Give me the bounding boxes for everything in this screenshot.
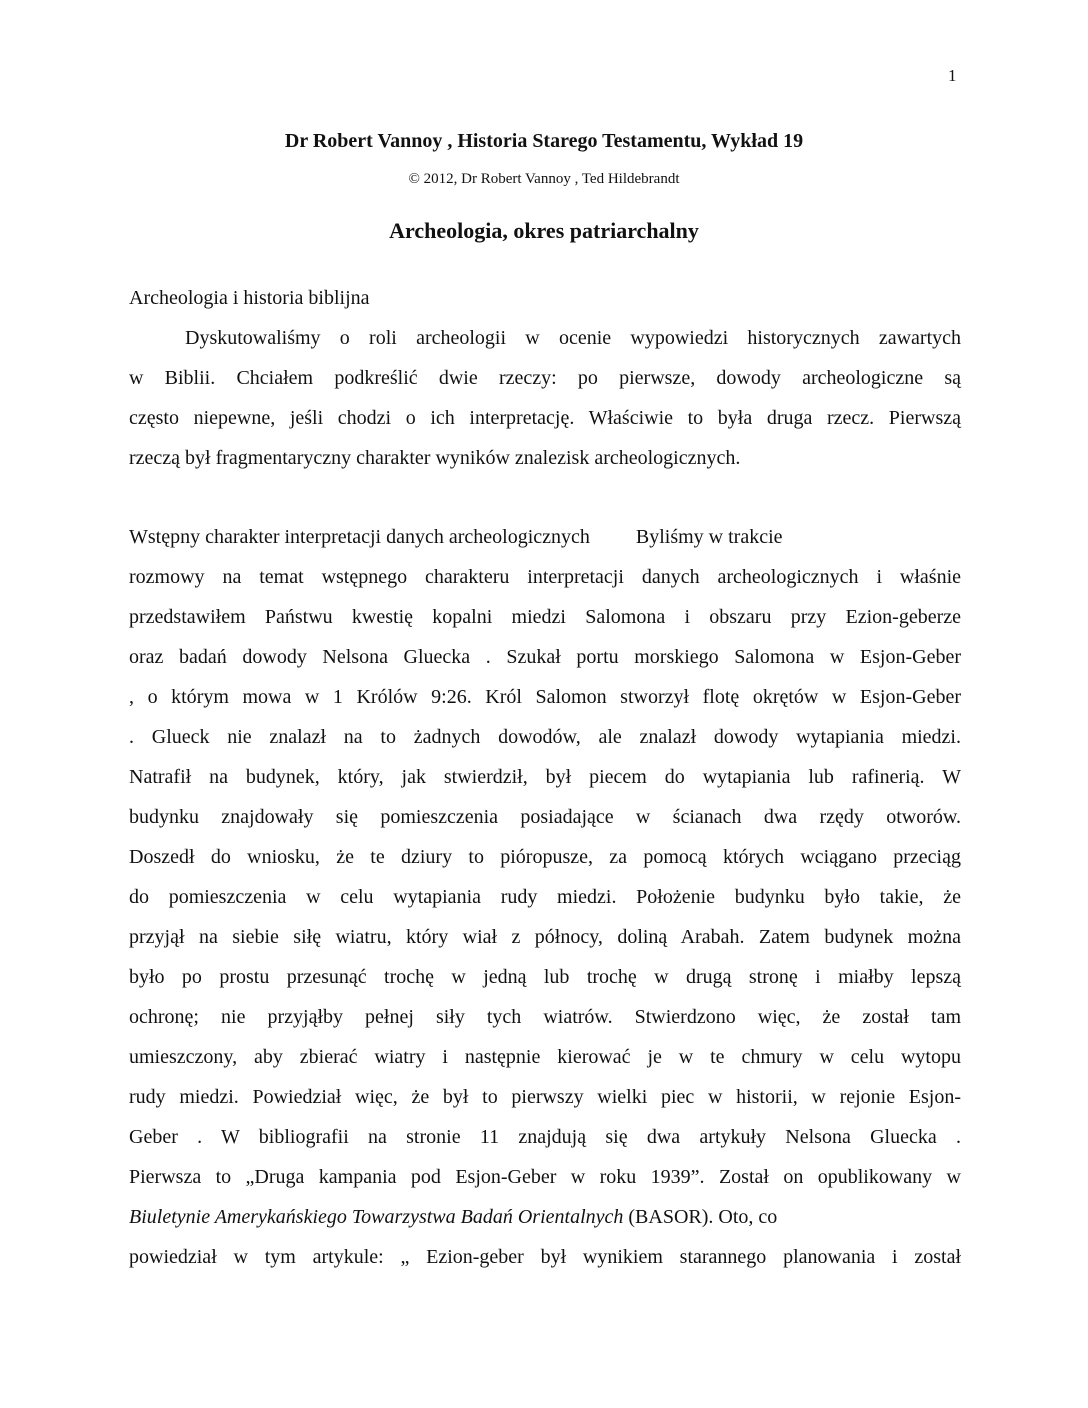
paragraph-line-rest: Byliśmy w trakcie <box>635 526 783 548</box>
paragraph-line: Doszedł do wniosku, że te dziury to pióropusze, za pomocą których wciągano przeciąg <box>129 846 961 868</box>
paragraph-line: rzeczą był fragmentaryczny charakter wyników znalezisk archeologicznych. <box>129 447 741 469</box>
paragraph-line: ochronę; nie przyjąłby pełnej siły tych wiatrów. Stwierdzono więc, że został tam <box>129 1006 961 1028</box>
copyright-line: © 2012, Dr Robert Vannoy , Ted Hildebrandt <box>408 171 680 187</box>
paragraph-line: Pierwsza to „Druga kampania pod Esjon-Geber w roku 1939”. Został on opublikowany w <box>129 1166 961 1188</box>
journal-title: Biuletynie Amerykańskiego Towarzystwa Badań Orientalnych <box>129 1206 624 1228</box>
paragraph-line: przyjął na siebie siłę wiatru, który wiał z północy, doliną Arabah. Zatem budynek można <box>129 926 961 948</box>
section-heading: Archeologia i historia biblijna <box>129 287 370 309</box>
paragraph-line: rozmowy na temat wstępnego charakteru interpretacji danych archeologicznych i właśnie <box>129 566 961 588</box>
paragraph-line: , o którym mowa w 1 Królów 9:26. Król Salomon stworzył flotę okrętów w Esjon-Geber <box>129 686 961 708</box>
paragraph-line: . Glueck nie znalazł na to żadnych dowodów, ale znalazł dowody wytapiania miedzi. <box>129 726 961 748</box>
paragraph-line: powiedział w tym artykule: „ Ezion-geber był wynikiem starannego planowania i został <box>129 1246 961 1268</box>
paragraph-line: Natrafił na budynek, który, jak stwierdził, był piecem do wytapiania lub rafinerią. W <box>129 766 961 788</box>
inline-section-heading: Wstępny charakter interpretacji danych archeologicznych <box>129 526 590 548</box>
paragraph-line-rest: (BASOR). Oto, co <box>623 1206 778 1228</box>
paragraph-line: Geber . W bibliografii na stronie 11 znajdują się dwa artykuły Nelsona Gluecka . <box>129 1126 961 1148</box>
paragraph-line-italic <box>129 1197 961 1237</box>
paragraph-line: rudy miedzi. Powiedział więc, że był to pierwszy wielki piec w historii, w rejonie Esjon- <box>129 1086 961 1108</box>
paragraph-line: oraz badań dowody Nelsona Gluecka . Szukał portu morskiego Salomona w Esjon-Geber <box>129 646 961 668</box>
paragraph-line: w Biblii. Chciałem podkreślić dwie rzeczy: po pierwsze, dowody archeologiczne są <box>129 367 961 389</box>
page-number: 1 <box>948 66 957 85</box>
paragraph-first-line <box>129 517 961 557</box>
paragraph-line: było po prostu przesunąć trochę w jedną lub trochę w drugą stronę i miałby lepszą <box>129 966 961 988</box>
paragraph-line: budynku znajdowały się pomieszczenia posiadające w ścianach dwa rzędy otworów. <box>129 806 961 828</box>
paragraph-line: umieszczony, aby zbierać wiatry i następnie kierować je w te chmury w celu wytopu <box>129 1046 961 1068</box>
paragraph-line: często niepewne, jeśli chodzi o ich interpretację. Właściwie to była druga rzecz. Pierwszą <box>129 407 961 429</box>
paragraph-line: Dyskutowaliśmy o roli archeologii w ocenie wypowiedzi historycznych zawartych <box>185 327 961 349</box>
paragraph-archaeology-role <box>129 318 961 478</box>
lecture-title: Archeologia, okres patriarchalny <box>389 218 699 243</box>
paragraph-preliminary-interpretation <box>129 517 961 1277</box>
paragraph-line: do pomieszczenia w celu wytapiania rudy miedzi. Położenie budynku było takie, że <box>129 886 961 908</box>
paragraph-line: przedstawiłem Państwu kwestię kopalni miedzi Salomona i obszaru przy Ezion-geberze <box>129 606 961 628</box>
header-title: Dr Robert Vannoy , Historia Starego Testamentu, Wykład 19 <box>284 130 804 152</box>
